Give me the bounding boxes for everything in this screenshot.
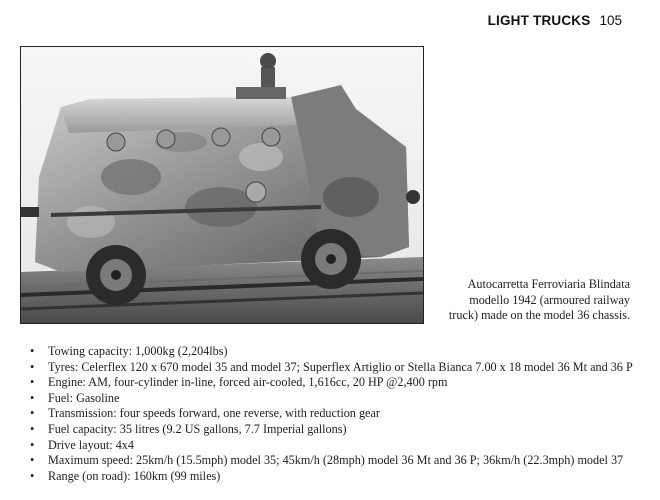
bullet-icon: • <box>30 468 35 483</box>
bullet-icon: • <box>30 437 35 452</box>
bullet-icon: • <box>30 421 35 436</box>
spec-item-range: • Range (on road): 160km (99 miles) <box>30 468 221 483</box>
spec-list <box>30 344 640 484</box>
truck-photo <box>20 46 424 324</box>
caption-line: modello 1942 (armoured railway <box>469 292 630 307</box>
spec-item-fuel: • Fuel: Gasoline <box>30 390 120 405</box>
bullet-icon: • <box>30 375 35 390</box>
bullet-icon: • <box>30 406 35 421</box>
page-number: 105 <box>599 13 622 28</box>
bullet-icon: • <box>30 344 35 358</box>
spec-item-engine: • Engine: AM, four-cylinder in-line, forced air-cooled, 1,616cc, 20 HP @2,400 rpm <box>30 375 448 390</box>
spec-item-drive-layout: • Drive layout: 4x4 <box>30 437 134 452</box>
page-header <box>488 13 622 28</box>
spec-item-tyres: • Tyres: Celerflex 120 x 670 model 35 and model 37; Superflex Artiglio or Stella Bianca 7.00 x 18 model 36 Mt and 36 P <box>30 359 633 374</box>
bullet-icon: • <box>30 359 35 374</box>
photo-caption <box>432 277 630 324</box>
spec-item-transmission: • Transmission: four speeds forward, one reverse, with reduction gear <box>30 406 380 421</box>
spec-item-fuel-capacity: • Fuel capacity: 35 litres (9.2 US gallons, 7.7 Imperial gallons) <box>30 421 347 436</box>
bullet-icon: • <box>30 390 35 405</box>
armoured-railway-truck-photo-icon <box>21 47 423 323</box>
bullet-icon: • <box>30 453 35 468</box>
spec-item-maximum-speed: • Maximum speed: 25km/h (15.5mph) model 35; 45km/h (28mph) model 36 Mt and 36 P; 36km/h (22.3mph) model 37 <box>30 453 624 468</box>
caption-line: Autocarretta Ferroviaria Blindata <box>467 277 630 291</box>
spec-item-towing-capacity: • Towing capacity: 1,000kg (2,204lbs) <box>30 344 228 358</box>
section-title: LIGHT TRUCKS <box>487 13 591 28</box>
caption-line: truck) made on the model 36 chassis. <box>448 308 630 322</box>
